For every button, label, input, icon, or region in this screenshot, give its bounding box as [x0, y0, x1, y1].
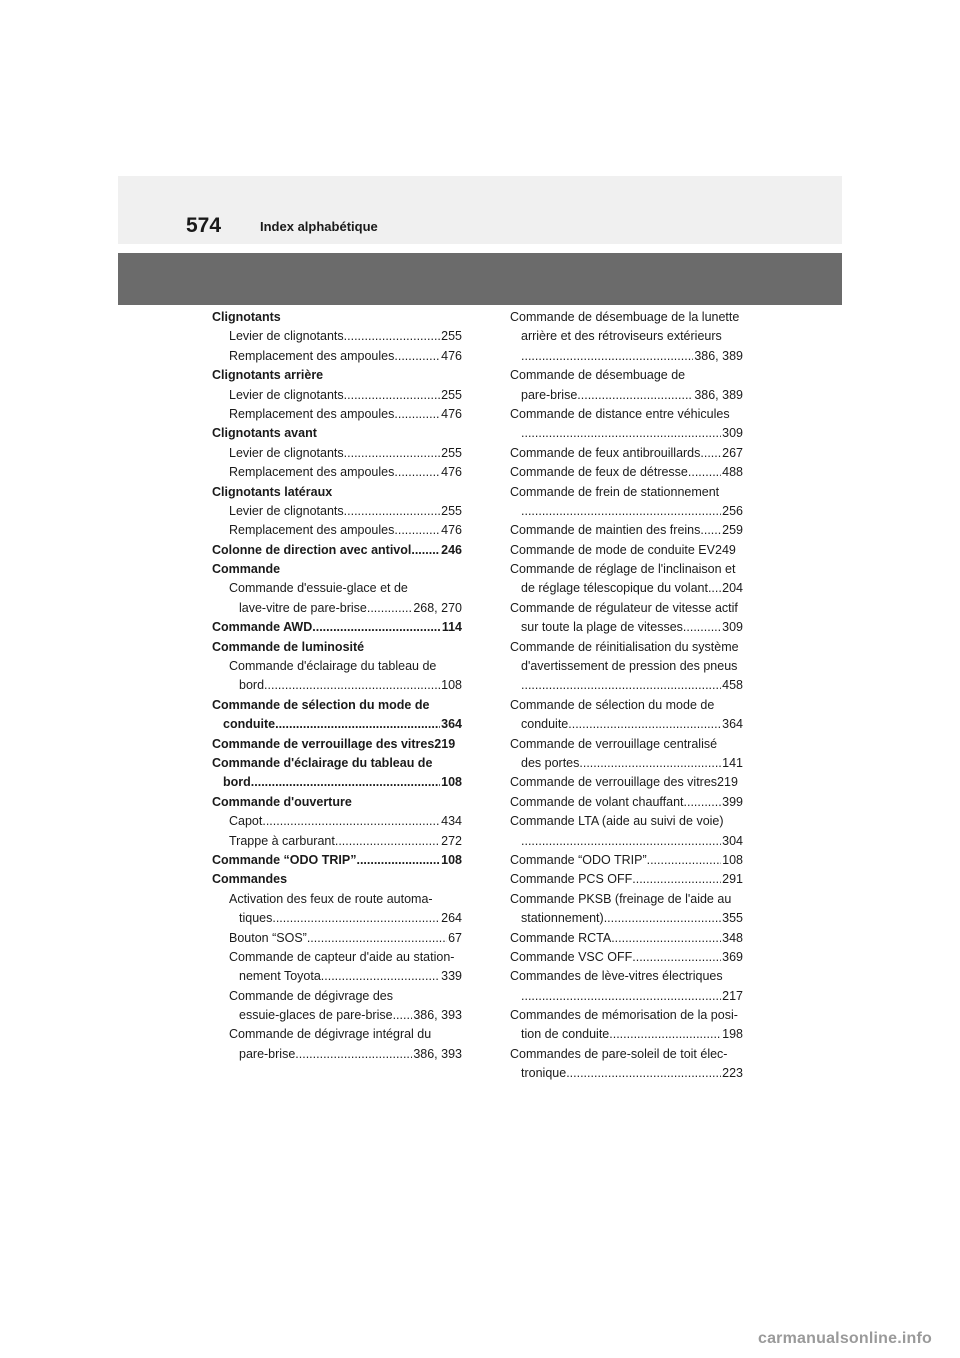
index-entry: Commande PKSB (freinage de l'aide au: [510, 891, 732, 906]
dot-leader: [577, 386, 693, 405]
index-entry: [212, 463, 462, 482]
index-entry-page: 217: [722, 988, 743, 1003]
watermark: carmanualsonline.info: [757, 1330, 932, 1347]
index-entry-text: sur toute la plage de vitesses: [521, 620, 683, 635]
index-entry-page: 386, 389: [694, 348, 743, 363]
index-entry-text: tiques: [239, 911, 273, 926]
dot-leader: [632, 870, 721, 889]
index-entry-text: Commande de feux de détresse: [510, 465, 688, 480]
index-entry: [212, 1045, 462, 1064]
index-entry-page: 386, 389: [694, 387, 743, 402]
index-entry: [212, 909, 462, 928]
index-entry: [212, 618, 462, 637]
index-entry-text: Trappe à carburant: [229, 833, 335, 848]
index-entry-page: 256: [722, 503, 743, 518]
dot-leader: [335, 832, 440, 851]
index-entry: [212, 832, 462, 851]
index-entry-page: 339: [441, 969, 462, 984]
index-entry: [212, 347, 462, 366]
dot-leader: [521, 676, 721, 695]
dot-leader: [262, 812, 440, 831]
index-entry-page: 476: [441, 523, 462, 538]
dot-leader: [684, 793, 722, 812]
index-entry: [510, 715, 743, 734]
index-entry: Clignotants: [212, 310, 281, 324]
index-entry: [212, 715, 462, 734]
index-entry-page: 204: [722, 581, 743, 596]
index-entry: [510, 832, 743, 851]
index-entry: [212, 1006, 462, 1025]
dot-leader: [344, 386, 440, 405]
index-entry: [212, 851, 462, 870]
index-entry-text: tion de conduite: [521, 1027, 610, 1042]
dot-leader: [521, 832, 721, 851]
dot-leader: [411, 541, 440, 560]
header-band: [118, 176, 842, 244]
index-entry: [510, 1064, 743, 1083]
index-entry-page: 476: [441, 348, 462, 363]
index-entry: [510, 424, 743, 443]
index-entry: [510, 851, 743, 870]
index-entry: Commande de verrouillage des vitres219: [212, 736, 456, 751]
index-entry-page: 364: [441, 717, 462, 732]
dot-leader: [344, 327, 440, 346]
index-entry: [212, 773, 462, 792]
index-entry-page: 369: [722, 949, 743, 964]
index-entry: Clignotants arrière: [212, 368, 324, 383]
index-entry: [212, 929, 462, 948]
index-entry-text: conduite: [521, 717, 569, 732]
index-entry: Commande de désembuage de: [510, 368, 686, 383]
index-entry-text: bord: [239, 678, 265, 693]
dot-leader: [367, 599, 412, 618]
dot-leader: [344, 444, 440, 463]
dot-leader: [251, 773, 440, 792]
index-entry: d'avertissement de pression des pneus: [521, 659, 738, 674]
dot-leader: [307, 929, 447, 948]
index-entry: [510, 987, 743, 1006]
index-entry-page: 108: [441, 852, 462, 867]
index-entry-page: 264: [441, 911, 462, 926]
index-entry: Commandes de pare-soleil de toit élec-: [510, 1046, 728, 1061]
index-entry-page: 198: [722, 1027, 743, 1042]
index-entry-page: 255: [441, 387, 462, 402]
index-entry-text: nement Toyota: [239, 969, 321, 984]
index-entry-page: 476: [441, 406, 462, 421]
index-entry: [510, 521, 743, 540]
index-entry: Commande de luminosité: [212, 639, 365, 654]
dot-leader: [295, 1045, 412, 1064]
index-entry-text: Commande “ODO TRIP”: [510, 852, 647, 867]
index-entry: Commande de verrouillage centralisé: [510, 736, 718, 751]
index-entry: [510, 386, 743, 405]
index-entry: Commandes: [212, 872, 288, 887]
index-entry-text: Remplacement des ampoules: [229, 523, 395, 538]
dot-leader: [521, 347, 693, 366]
dot-leader: [700, 444, 721, 463]
index-entry: Commande d'essuie-glace et de: [229, 581, 408, 596]
index-entry-text: Remplacement des ampoules: [229, 406, 395, 421]
index-entry: [510, 754, 743, 773]
index-entry: [510, 909, 743, 928]
dot-leader: [579, 754, 721, 773]
dot-leader: [521, 987, 721, 1006]
dot-leader: [700, 521, 721, 540]
dot-leader: [394, 405, 440, 424]
index-entry-text: Remplacement des ampoules: [229, 465, 395, 480]
index-entry-page: 246: [441, 542, 462, 557]
index-entry: [212, 541, 462, 560]
index-entry-text: stationnement): [521, 911, 604, 926]
page-number: 574: [186, 214, 222, 237]
index-column-right: [510, 308, 743, 1084]
dot-leader: [394, 347, 440, 366]
index-entry-page: 267: [722, 445, 743, 460]
index-entry: [510, 579, 743, 598]
index-entry: Commande de désembuage de la lunette: [510, 310, 740, 324]
index-entry: [212, 444, 462, 463]
index-entry: [212, 502, 462, 521]
index-entry-page: 304: [722, 833, 743, 848]
index-entry-text: pare-brise: [521, 387, 578, 402]
index-entry: [212, 599, 462, 618]
index-entry: [212, 327, 462, 346]
dot-leader: [321, 967, 440, 986]
dot-leader: [609, 1025, 721, 1044]
index-entry: [510, 444, 743, 463]
index-entry: arrière et des rétroviseurs extérieurs: [521, 329, 722, 344]
index-entry-page: 272: [441, 833, 462, 848]
index-entry-text: conduite: [223, 717, 276, 732]
index-entry-page: 141: [722, 755, 743, 770]
index-entry: Commande LTA (aide au suivi de voie): [510, 814, 724, 829]
index-entry-page: 476: [441, 465, 462, 480]
index-entry: Commande de distance entre véhicules: [510, 406, 730, 421]
index-entry: [212, 812, 462, 831]
index-entry-page: 309: [722, 426, 743, 441]
index-column-left: [212, 308, 462, 1064]
index-entry-text: Capot: [229, 814, 263, 829]
index-entry-page: 108: [441, 775, 462, 790]
index-entry-page: 399: [722, 794, 743, 809]
index-entry-page: 458: [722, 678, 743, 693]
index-entry-text: Levier de clignotants: [229, 445, 344, 460]
index-entry-text: Commande de volant chauffant: [510, 794, 684, 809]
index-entry: [212, 521, 462, 540]
dot-leader: [566, 1064, 721, 1083]
index-entry: Commande d'ouverture: [212, 794, 352, 809]
dot-leader: [393, 1006, 413, 1025]
index-entry-page: 386, 393: [413, 1008, 462, 1023]
index-entry-page: 348: [722, 930, 743, 945]
index-entry: Commande de sélection du mode de: [510, 697, 715, 712]
dot-leader: [604, 909, 721, 928]
index-entry-text: Commande VSC OFF: [510, 949, 633, 964]
index-entry-text: Commande AWD: [212, 620, 313, 635]
index-entry-text: essuie-glaces de pare-brise: [239, 1008, 393, 1023]
index-entry-page: 255: [441, 503, 462, 518]
index-entry: Commande d'éclairage du tableau de: [212, 755, 433, 770]
index-entry: Commande de sélection du mode de: [212, 697, 430, 712]
index-entry: [212, 967, 462, 986]
index-entry-page: 364: [722, 717, 743, 732]
index-entry: [510, 502, 743, 521]
index-entry-text: des portes: [521, 755, 580, 770]
index-entry-page: 355: [722, 911, 743, 926]
index-entry-page: 434: [441, 814, 462, 829]
index-entry: Clignotants latéraux: [212, 484, 333, 499]
index-entry-page: 291: [722, 872, 743, 887]
dot-leader: [632, 948, 721, 967]
index-entry-text: Commande “ODO TRIP”: [212, 852, 357, 867]
dot-leader: [356, 851, 440, 870]
index-entry: Commande de capteur d'aide au station-: [229, 949, 455, 964]
index-entry: [510, 1025, 743, 1044]
index-entry-text: Commande RCTA: [510, 930, 612, 945]
dot-leader: [688, 463, 721, 482]
dot-leader: [568, 715, 721, 734]
index-entry-text: Commande de maintien des freins: [510, 523, 701, 538]
index-entry-page: 114: [441, 620, 462, 635]
index-entry-page: 223: [722, 1066, 743, 1081]
header-gray-bar: [118, 253, 842, 305]
dot-leader: [394, 521, 440, 540]
index-entry: [510, 347, 743, 366]
index-entry-page: 108: [722, 852, 743, 867]
index-entry-text: Bouton “SOS”: [229, 930, 307, 945]
dot-leader: [264, 676, 440, 695]
index-entry-text: pare-brise: [239, 1046, 296, 1061]
index-entry-page: 386, 393: [413, 1046, 462, 1061]
index-entry: Commandes de mémorisation de la posi-: [510, 1008, 738, 1023]
index-entry: Commande de mode de conduite EV249: [510, 542, 736, 557]
index-entry-text: Remplacement des ampoules: [229, 348, 395, 363]
index-entry: Commande de dégivrage intégral du: [229, 1027, 432, 1042]
dot-leader: [344, 502, 440, 521]
index-entry-page: 67: [448, 930, 462, 945]
index-entry-text: Colonne de direction avec antivol: [212, 542, 412, 557]
index-entry: [212, 676, 462, 695]
index-entry-text: Commande PCS OFF: [510, 872, 633, 887]
dot-leader: [521, 502, 721, 521]
dot-leader: [521, 424, 721, 443]
index-entry-page: 488: [722, 465, 743, 480]
index-entry: [510, 870, 743, 889]
dot-leader: [312, 618, 441, 637]
index-entry-page: 309: [722, 620, 743, 635]
index-entry: [510, 948, 743, 967]
index-entry: Commande de régulateur de vitesse actif: [510, 600, 738, 615]
index-entry: [510, 463, 743, 482]
index-entry: Commande de dégivrage des: [229, 988, 393, 1003]
index-entry: [510, 929, 743, 948]
index-entry-page: 259: [722, 523, 743, 538]
index-entry: [212, 386, 462, 405]
index-entry: [510, 618, 743, 637]
index-entry: Commande: [212, 562, 281, 577]
dot-leader: [394, 463, 440, 482]
index-entry-text: Commande de feux antibrouillards: [510, 445, 701, 460]
dot-leader: [275, 715, 440, 734]
dot-leader: [683, 618, 721, 637]
index-entry-text: Levier de clignotants: [229, 503, 344, 518]
dot-leader: [611, 929, 721, 948]
index-entry-text: Levier de clignotants: [229, 387, 344, 402]
index-entry-text: tronique: [521, 1066, 567, 1081]
index-entry: [510, 676, 743, 695]
dot-leader: [647, 851, 722, 870]
index-entry: [510, 793, 743, 812]
index-entry: Commandes de lève-vitres électriques: [510, 969, 723, 984]
index-entry-page: 108: [441, 678, 462, 693]
index-entry: Commande de réglage de l'inclinaison et: [510, 562, 736, 577]
section-title: Index alphabétique: [260, 219, 378, 234]
index-entry: [212, 405, 462, 424]
index-entry-page: 268, 270: [413, 600, 462, 615]
index-entry: Commande de frein de stationnement: [510, 484, 720, 499]
index-entry-page: 255: [441, 445, 462, 460]
index-entry: Clignotants avant: [212, 426, 317, 441]
index-entry: Commande de verrouillage des vitres219: [510, 775, 738, 790]
index-entry: Commande d'éclairage du tableau de: [229, 659, 437, 674]
index-entry-text: de réglage télescopique du volant..: [521, 581, 715, 596]
index-entry: Activation des feux de route automa-: [229, 891, 433, 906]
index-entry: Commande de réinitialisation du système: [510, 639, 739, 654]
index-entry-text: Levier de clignotants: [229, 329, 344, 344]
index-entry-text: lave-vitre de pare-brise: [239, 600, 367, 615]
index-entry-page: 255: [441, 329, 462, 344]
dot-leader: [272, 909, 440, 928]
index-entry-text: bord: [223, 775, 251, 790]
